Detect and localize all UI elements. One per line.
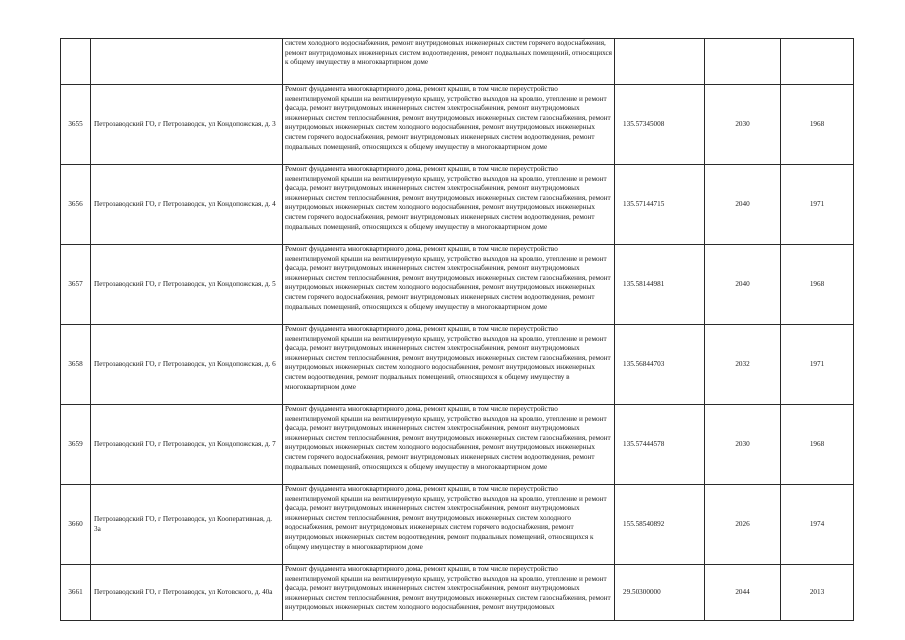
cost-cell: 135.56844703 [615,325,705,405]
year-cell: 2030 [705,85,781,165]
cost-cell: 29.50300000 [615,565,705,621]
address-cell: Петрозаводский ГО, г Петрозаводск, ул Кондопожская, д. 6 [91,325,283,405]
work-text: Ремонт фундамента многоквартирного дома, ремонт крыши, в том числе переустройство невентилируемой крыши на вентилируемую крышу, устройство выходов на кровлю, утепление и ремонт фасада, ремонт внутридомовых инженерных систем электроснабжения, ремонт внутридомовых инженерных систем теплоснабжения, ремонт внутридомовых инженерных систем газоснабжения, ремонт внутридомовых инженерных систем холодного водоснабжения, ремонт внутридомовых инженерных систем горячего водоснабжения, ремонт внутридомовых инженерных систем водоотведения, ремонт подвальных помещений, относящихся к общему имуществу в многоквартирном доме [285,165,611,231]
year-cell: 2044 [705,565,781,621]
built-cell: 1971 [781,325,854,405]
year-cell: 2032 [705,325,781,405]
work-text: Ремонт фундамента многоквартирного дома, ремонт крыши, в том числе переустройство невентилируемой крыши на вентилируемую крышу, устройство выходов на кровлю, утепление и ремонт фасада, ремонт внутридомовых инженерных систем электроснабжения, ремонт внутридомовых инженерных систем теплоснабжения, ремонт внутридомовых инженерных систем газоснабжения, ремонт внутридомовых инженерных систем холодного водоснабжения, ремонт внутридомовых [285,565,611,612]
work-text: систем холодного водоснабжения, ремонт внутридомовых инженерных систем горячего водоснабжения, ремонт внутридомовых инженерных систем водоотведения, ремонт подвальных помещений, относящихся к общему имуществу в многоквартирном доме [285,39,612,67]
cost-cell: 155.58540892 [615,485,705,565]
num-cell: 3657 [61,245,91,325]
year-cell [705,39,781,85]
table-row [61,325,854,405]
built-cell: 1968 [781,405,854,485]
work-cell [283,245,615,325]
work-text: Ремонт фундамента многоквартирного дома, ремонт крыши, в том числе переустройство невентилируемой крыши на вентилируемую крышу, устройство выходов на кровлю, утепление и ремонт фасада, ремонт внутридомовых инженерных систем электроснабжения, ремонт внутридомовых инженерных систем теплоснабжения, ремонт внутридомовых инженерных систем газоснабжения, ремонт внутридомовых инженерных систем холодного водоснабжения, ремонт внутридомовых инженерных систем горячего водоснабжения, ремонт внутридомовых инженерных систем водоотведения, ремонт подвальных помещений, относящихся к общему имуществу в многоквартирном доме [285,405,611,471]
address-cell: Петрозаводский ГО, г Петрозаводск, ул Кондопожская, д. 4 [91,165,283,245]
built-cell [781,39,854,85]
address-cell: Петрозаводский ГО, г Петрозаводск, ул Кондопожская, д. 5 [91,245,283,325]
built-cell: 1974 [781,485,854,565]
address-cell: Петрозаводский ГО, г Петрозаводск, ул Кондопожская, д. 7 [91,405,283,485]
num-cell: 3655 [61,85,91,165]
work-cell [283,485,615,565]
work-cell [283,325,615,405]
work-text: Ремонт фундамента многоквартирного дома, ремонт крыши, в том числе переустройство невентилируемой крыши на вентилируемую крышу, устройство выходов на кровлю, утепление и ремонт фасада, ремонт внутридомовых инженерных систем электроснабжения, ремонт внутридомовых инженерных систем теплоснабжения, ремонт внутридомовых инженерных систем газоснабжения, ремонт внутридомовых инженерных систем холодного водоснабжения, ремонт внутридомовых инженерных систем горячего водоснабжения, ремонт внутридомовых инженерных систем водоотведения, ремонт подвальных помещений, относящихся к общему имуществу в многоквартирном доме [285,85,611,151]
built-cell: 2013 [781,565,854,621]
table-row [61,565,854,621]
built-cell: 1968 [781,85,854,165]
table-row-continued [61,39,854,85]
address-cell: Петрозаводский ГО, г Петрозаводск, ул Котовского, д. 40а [91,565,283,621]
work-cell [283,405,615,485]
cost-cell: 135.57444578 [615,405,705,485]
work-cell [283,85,615,165]
year-cell: 2026 [705,485,781,565]
address-cell: Петрозаводский ГО, г Петрозаводск, ул Кондопожская, д. 3 [91,85,283,165]
num-cell: 3661 [61,565,91,621]
year-cell: 2030 [705,405,781,485]
work-cell [283,165,615,245]
work-text: Ремонт фундамента многоквартирного дома, ремонт крыши, в том числе переустройство невентилируемой крыши на вентилируемую крышу, устройство выходов на кровлю, утепление и ремонт фасада, ремонт внутридомовых инженерных систем электроснабжения, ремонт внутридомовых инженерных систем теплоснабжения, ремонт внутридомовых инженерных систем газоснабжения, ремонт внутридомовых инженерных систем холодного водоснабжения, ремонт внутридомовых инженерных систем водоотведения, ремонт подвальных помещений, относящихся к общему имуществу в многоквартирном доме [285,325,611,391]
work-cell [283,39,615,85]
cost-cell: 135.57144715 [615,165,705,245]
table-row [61,245,854,325]
work-text: Ремонт фундамента многоквартирного дома, ремонт крыши, в том числе переустройство невентилируемой крыши на вентилируемую крышу, устройство выходов на кровлю, утепление и ремонт фасада, ремонт внутридомовых инженерных систем электроснабжения, ремонт внутридомовых инженерных систем теплоснабжения, ремонт внутридомовых инженерных систем газоснабжения, ремонт внутридомовых инженерных систем холодного водоснабжения, ремонт внутридомовых инженерных систем горячего водоснабжения, ремонт внутридомовых инженерных систем водоотведения, ремонт подвальных помещений, относящихся к общему имуществу в многоквартирном доме [285,245,611,311]
address-cell [91,39,283,85]
table-row [61,85,854,165]
year-cell: 2040 [705,165,781,245]
built-cell: 1971 [781,165,854,245]
work-cell [283,565,615,621]
num-cell: 3659 [61,405,91,485]
table-row [61,165,854,245]
table-row [61,485,854,565]
num-cell: 3658 [61,325,91,405]
cost-cell: 135.57345008 [615,85,705,165]
cost-cell: 135.58144981 [615,245,705,325]
address-cell: Петрозаводский ГО, г Петрозаводск, ул Кооперативная, д. 3а [91,485,283,565]
cost-cell [615,39,705,85]
num-cell: 3660 [61,485,91,565]
year-cell: 2040 [705,245,781,325]
work-text: Ремонт фундамента многоквартирного дома, ремонт крыши, в том числе переустройство невентилируемой крыши на вентилируемую крышу, устройство выходов на кровлю, утепление и ремонт фасада, ремонт внутридомовых инженерных систем электроснабжения, ремонт внутридомовых инженерных систем теплоснабжения, ремонт внутридомовых инженерных систем холодного водоснабжения, ремонт внутридомовых инженерных систем горячего водоснабжения, ремонт внутридомовых инженерных систем водоотведения, ремонт подвальных помещений, относящихся к общему имуществу в многоквартирном доме [285,485,607,551]
built-cell: 1968 [781,245,854,325]
table-row [61,405,854,485]
num-cell [61,39,91,85]
capital-repair-table [60,38,854,621]
num-cell: 3656 [61,165,91,245]
